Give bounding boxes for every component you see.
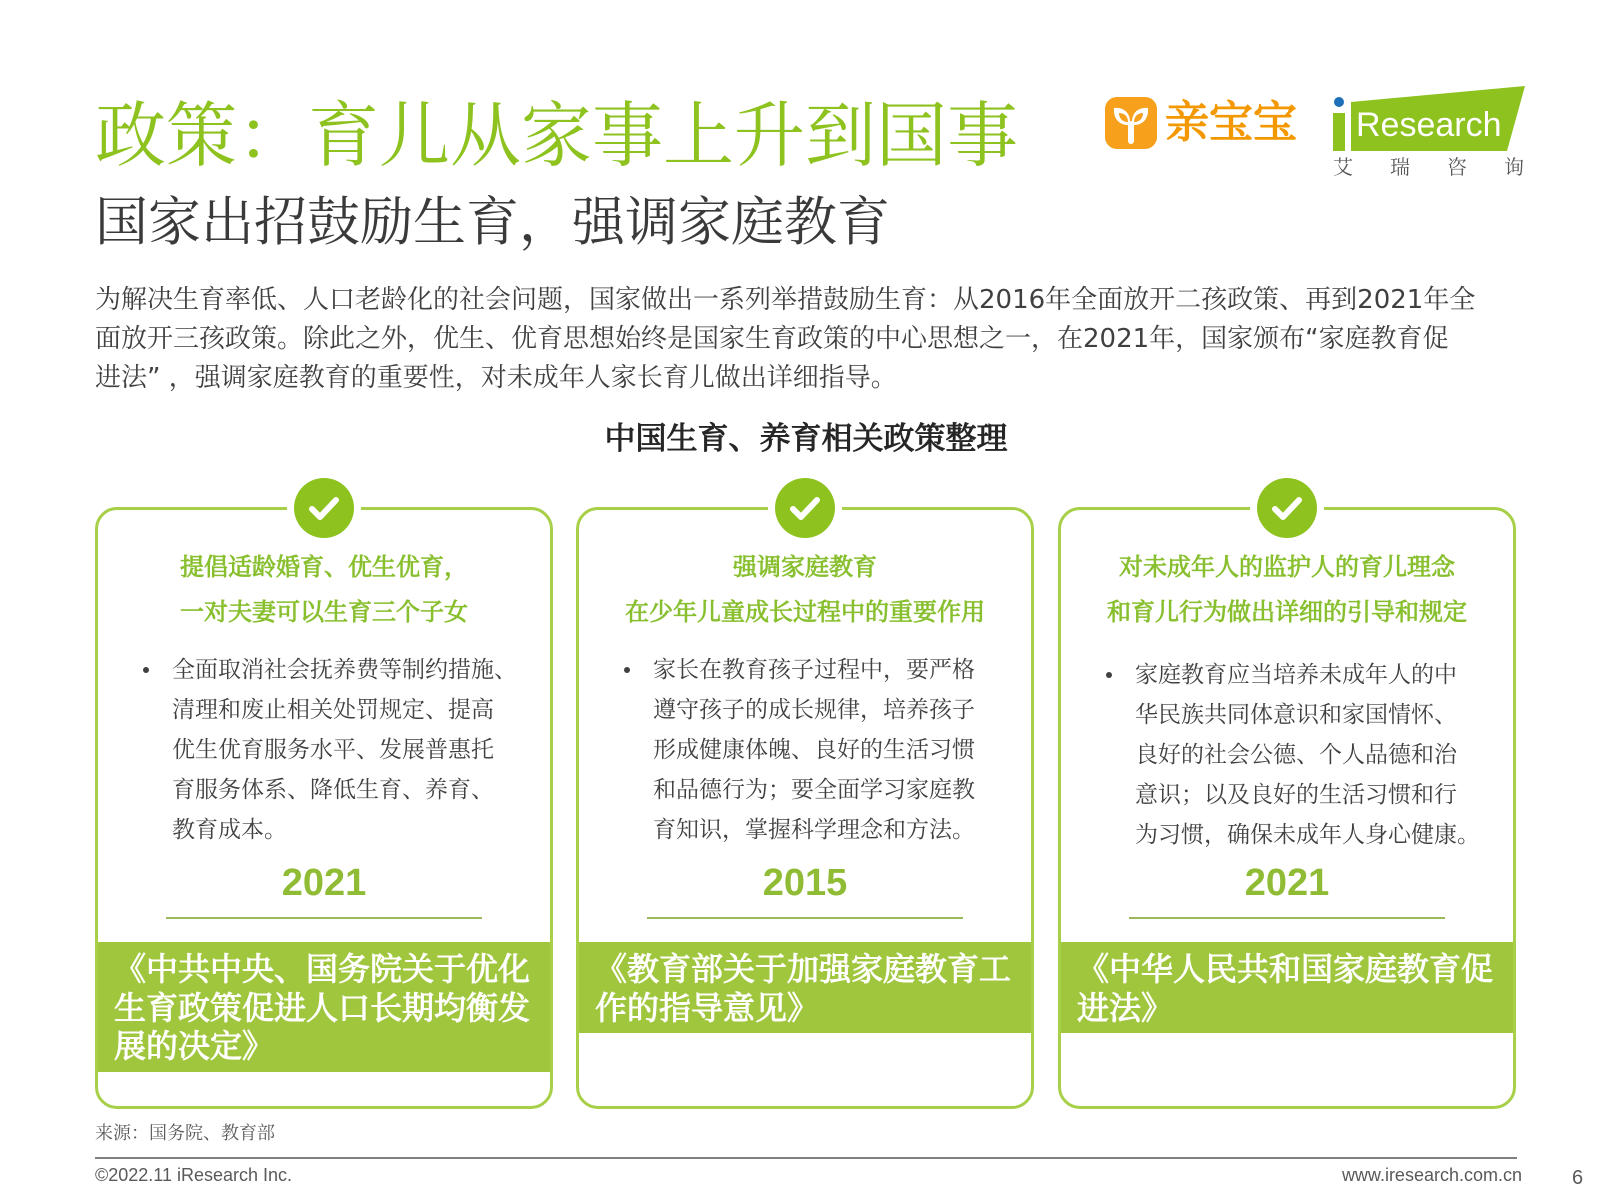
- policy-name-line: 《教育部关于加强家庭教育工: [595, 950, 1012, 988]
- card-year: 2021: [1244, 862, 1330, 904]
- card-heading-line: 提倡适龄婚育、优生优育，: [180, 553, 468, 581]
- policy-card-birth-policy: [95, 507, 553, 1109]
- page-number: 6: [1572, 1167, 1584, 1189]
- qinbaobao-logo-text: 亲宝宝: [1165, 97, 1297, 148]
- card-heading: [1061, 545, 1513, 635]
- card-bullet-line: 家长在教育孩子过程中，要严格: [653, 657, 975, 683]
- policy-name-line: 生育政策促进人口长期均衡发: [114, 988, 531, 1027]
- policy-name-line: 作的指导意见》: [595, 988, 820, 1027]
- card-year: 2015: [762, 862, 848, 904]
- iresearch-logo-cn: 艾瑞咨询: [1333, 155, 1561, 179]
- card-bullet-list: [1061, 655, 1513, 855]
- intro-line: 面放开三孩政策。除此之外，优生、优育思想始终是国家生育政策的中心思想之一，在2021年，国家颁布“家庭教育促: [95, 324, 1449, 354]
- source-note: 来源：国务院、教育部: [95, 1123, 275, 1144]
- qinbaobao-logo: [1105, 97, 1297, 149]
- copyright-text: ©2022.11 iResearch Inc.: [95, 1165, 293, 1185]
- iresearch-logo-text: Research: [1356, 106, 1502, 144]
- footer-divider: [95, 1157, 1517, 1159]
- year-underline: [1129, 917, 1445, 919]
- check-circle-icon: [1257, 478, 1317, 538]
- check-badge: [287, 471, 361, 545]
- check-circle-icon: [294, 478, 354, 538]
- card-bullet-line: 家庭教育应当培养未成年人的中: [1135, 662, 1457, 688]
- card-bullet-line: 良好的社会公德、个人品德和治: [1135, 742, 1457, 768]
- bullet-icon: [143, 667, 149, 673]
- policy-name-box: [579, 942, 1031, 1033]
- card-bullet-line: 遵守孩子的成长规律，培养孩子: [653, 697, 975, 723]
- check-badge: [768, 471, 842, 545]
- card-bullet-item: [98, 650, 550, 850]
- policy-name-line: 进法》: [1077, 988, 1174, 1027]
- intro-paragraph: [95, 281, 1535, 398]
- policy-name-box: [98, 942, 550, 1072]
- policy-name-line: 《中共中央、国务院关于优化: [114, 950, 531, 988]
- bullet-icon: [1106, 672, 1112, 678]
- card-bullet-line: 为习惯，确保未成年人身心健康。: [1135, 822, 1480, 848]
- card-bullet-list: [98, 650, 550, 850]
- card-bullet-list: [579, 650, 1031, 850]
- check-badge: [1250, 471, 1324, 545]
- year-underline: [166, 917, 482, 919]
- card-bullet-line: 华民族共同体意识和家国情怀、: [1135, 702, 1457, 728]
- year-underline: [647, 917, 963, 919]
- card-year: 2021: [281, 862, 367, 904]
- card-bullet-line: 育服务体系、降低生育、养育、: [172, 777, 494, 803]
- card-heading-line: 对未成年人的监护人的育儿理念: [1119, 553, 1455, 581]
- card-bullet-item: [1061, 655, 1513, 855]
- card-heading-line: 在少年儿童成长过程中的重要作用: [625, 598, 985, 626]
- intro-line: 进法” ，强调家庭教育的重要性，对未成年人家长育儿做出详细指导。: [95, 363, 897, 393]
- iresearch-logo-dot: [1334, 97, 1344, 107]
- card-bullet-line: 育知识，掌握科学理念和方法。: [653, 817, 975, 843]
- policy-card-family-education-guidance: [576, 507, 1034, 1109]
- card-bullet-line: 清理和废止相关处罚规定、提高: [172, 697, 494, 723]
- page-title: 政策：育儿从家事上升到国事: [95, 94, 1019, 177]
- card-bullet-line: 优生优育服务水平、发展普惠托: [172, 737, 494, 763]
- card-heading-line: 一对夫妻可以生育三个子女: [180, 598, 468, 626]
- website-text: www.iresearch.com.cn: [1341, 1165, 1522, 1185]
- card-bullet-line: 教育成本。: [172, 817, 287, 843]
- bullet-icon: [624, 667, 630, 673]
- card-heading-line: 和育儿行为做出详细的引导和规定: [1107, 598, 1467, 626]
- card-bullet-line: 全面取消社会抚养费等制约措施、: [172, 657, 517, 683]
- card-bullet-item: [579, 650, 1031, 850]
- page-subtitle: 国家出招鼓励生育，强调家庭教育: [95, 192, 890, 253]
- card-bullet-line: 意识；以及良好的生活习惯和行: [1135, 782, 1457, 808]
- card-heading: [579, 545, 1031, 635]
- card-bullet-line: 形成健康体魄、良好的生活习惯: [653, 737, 975, 763]
- policy-name-box: [1061, 942, 1513, 1033]
- policy-name-line: 《中华人民共和国家庭教育促: [1077, 950, 1494, 988]
- sprout-icon: [1105, 97, 1157, 149]
- policy-card-family-education-law: [1058, 507, 1516, 1109]
- policy-name-line: 展的决定》: [114, 1027, 275, 1065]
- card-heading-line: 强调家庭教育: [733, 553, 877, 581]
- iresearch-logo-i-stem: [1333, 113, 1345, 151]
- card-heading: [98, 545, 550, 635]
- check-circle-icon: [775, 478, 835, 538]
- section-title: 中国生育、养育相关政策整理: [604, 421, 1008, 457]
- intro-line: 为解决生育率低、人口老龄化的社会问题，国家做出一系列举措鼓励生育：从2016年全面放开二孩政策、再到2021年全: [95, 285, 1476, 315]
- card-bullet-line: 和品德行为；要全面学习家庭教: [653, 777, 975, 803]
- iresearch-logo: [1330, 86, 1528, 156]
